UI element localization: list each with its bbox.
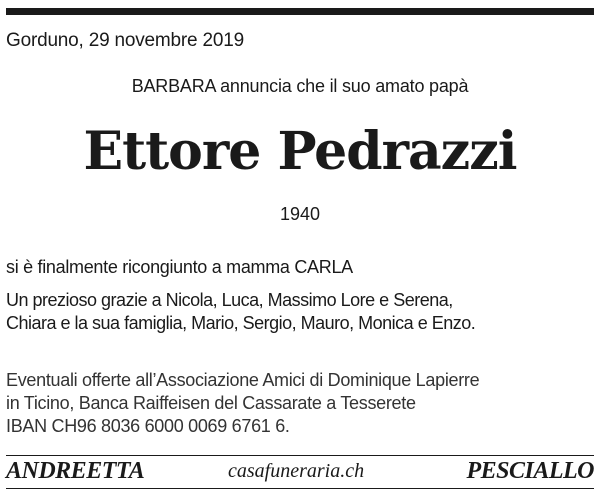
funeral-home-footer	[6, 458, 594, 488]
offerings-line: in Ticino, Banca Raiffeisen del Cassarate a Tesserete	[6, 393, 416, 413]
offerings-paragraph	[6, 369, 479, 438]
thanks-line: Chiara e la sua famiglia, Mario, Sergio, Mauro, Monica e Enzo.	[6, 313, 476, 333]
announcement-intro: BARBARA annuncia che il suo amato papà	[131, 76, 469, 96]
funeral-home-left: ANDREETTA	[6, 458, 145, 484]
offerings-line: IBAN CH96 8036 6000 0069 6761 6.	[6, 416, 290, 436]
thanks-line: Un prezioso grazie a Nicola, Luca, Massimo Lore e Serena,	[6, 290, 453, 310]
place-date: Gorduno, 29 novembre 2019	[6, 30, 244, 51]
footer-bottom-divider	[6, 488, 594, 489]
offerings-line: Eventuali offerte all’Associazione Amici di Dominique Lapierre	[6, 370, 480, 390]
thanks-paragraph	[6, 289, 475, 335]
funeral-home-right: PESCIALLO	[466, 458, 594, 484]
birth-year: 1940	[279, 204, 321, 224]
reunited-text: si è finalmente ricongiunto a mamma CARLA	[6, 257, 353, 277]
deceased-name: Ettore Pedrazzi	[83, 121, 517, 182]
footer-top-divider	[6, 455, 594, 456]
funeral-home-website[interactable]: casafuneraria.ch	[228, 460, 365, 482]
top-divider	[6, 8, 594, 15]
